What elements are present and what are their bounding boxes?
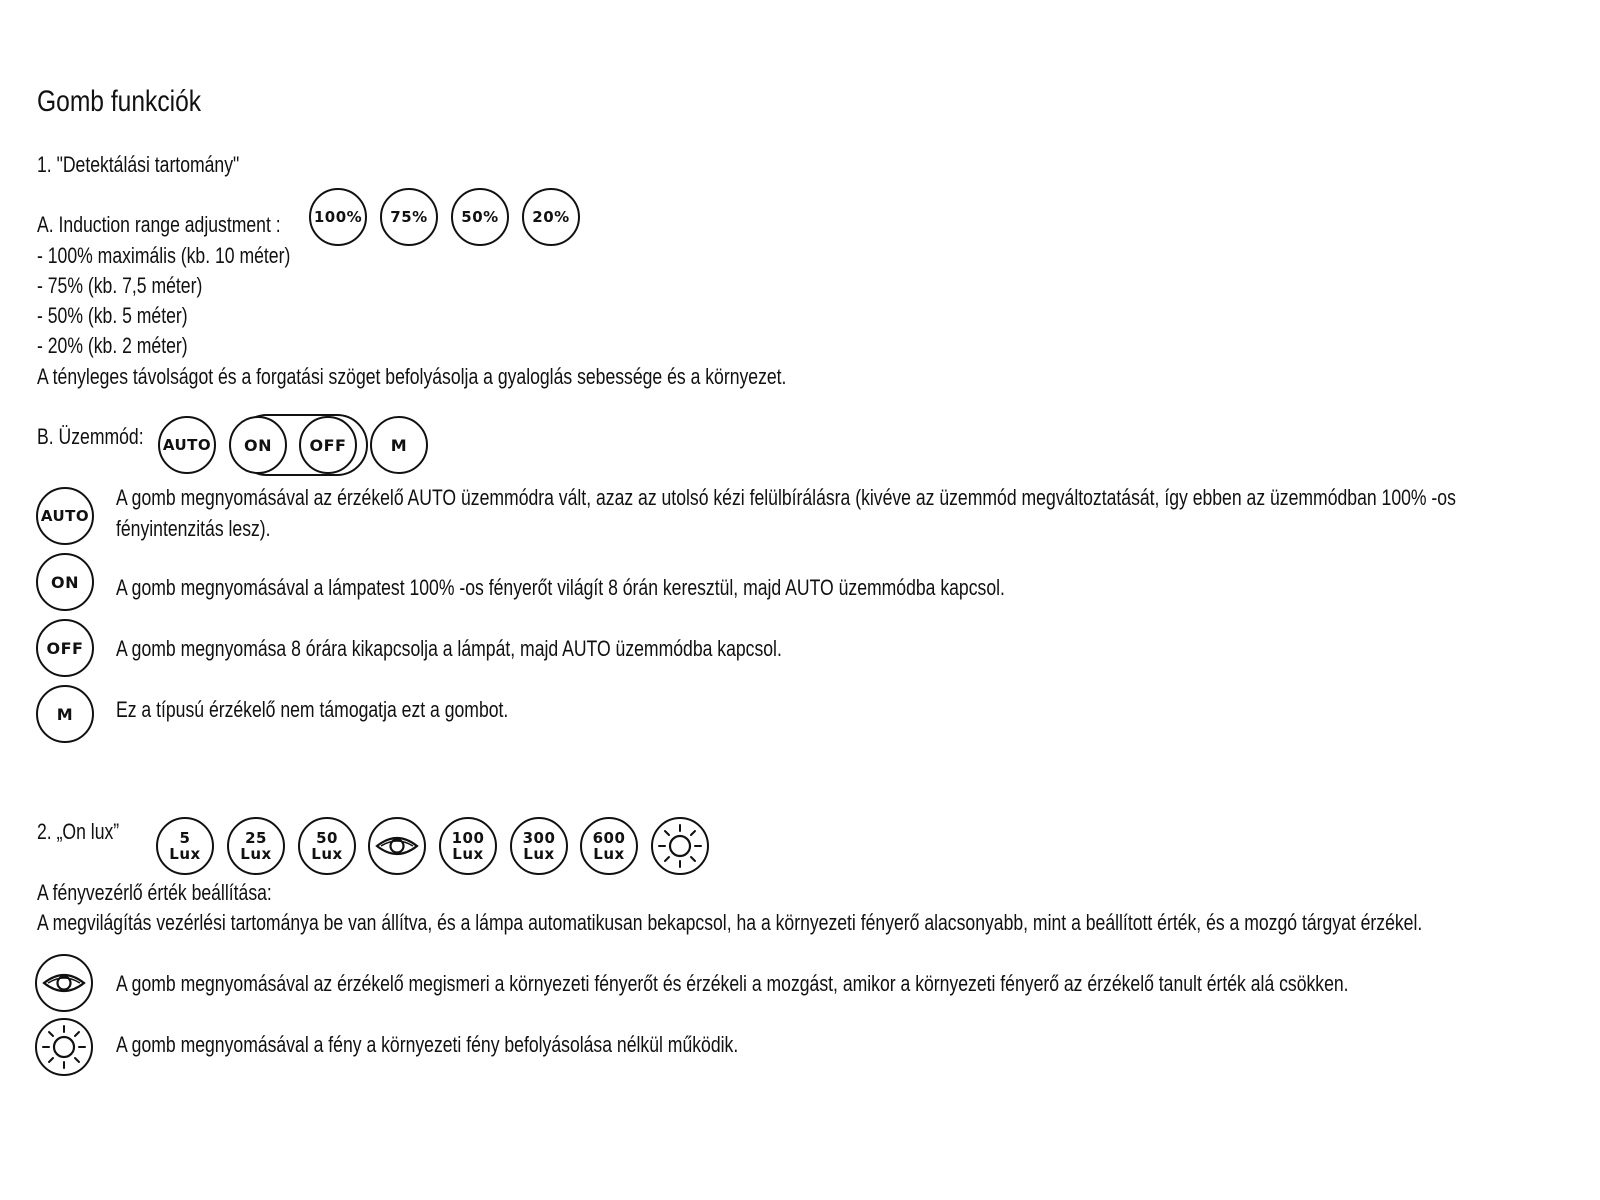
eye-description: A gomb megnyomásával az érzékelő megismeri a környezeti fényerőt és érzékeli a mozgást, amikor a környezeti fényerő az érzékelő tanult érték alá csökken.: [116, 971, 1349, 996]
range-line-100: - 100% maximális (kb. 10 méter): [37, 243, 291, 268]
auto-description: A gomb megnyomásával az érzékelő AUTO üzemmódra vált, azaz az utolsó kézi felülbírálásra (kivéve az üzemmód megváltoztatását, így ebben az üzemmódban 100% -os fényintenzitás lesz).: [116, 485, 1456, 541]
auto-legend-icon: AUTO: [36, 487, 94, 545]
lux-value: 600: [592, 829, 626, 847]
lux-300-button[interactable]: [510, 817, 568, 875]
mode-on-button[interactable]: ON: [229, 416, 287, 474]
sun-legend: [35, 1018, 93, 1076]
mode-off-button[interactable]: OFF: [299, 416, 357, 474]
lux-unit: Lux: [311, 845, 343, 863]
m-description: Ez a típusú érzékelő nem támogatja ezt a gombot.: [116, 697, 509, 722]
mode-m-button[interactable]: M: [370, 416, 428, 474]
lux-value: 5: [179, 829, 191, 847]
section2-heading: 2. „On lux”: [37, 819, 120, 844]
on-legend-icon: ON: [36, 553, 94, 611]
section1-heading: 1. "Detektálási tartomány": [37, 152, 240, 177]
eye-learn-button[interactable]: [368, 817, 426, 875]
eye-legend: [35, 954, 93, 1012]
page-title: Gomb funkciók: [37, 85, 202, 118]
range-20-button[interactable]: 20%: [522, 188, 580, 246]
range-50-button[interactable]: 50%: [451, 188, 509, 246]
range-note: A tényleges távolságot és a forgatási szöget befolyásolja a gyaloglás sebessége és a környezet.: [37, 364, 787, 389]
lux-5-button[interactable]: [156, 817, 214, 875]
sun-icon: [40, 1023, 88, 1071]
range-line-75: - 75% (kb. 7,5 méter): [37, 273, 203, 298]
off-description: A gomb megnyomása 8 órára kikapcsolja a lámpát, majd AUTO üzemmódba kapcsol.: [116, 636, 782, 661]
range-line-20: - 20% (kb. 2 méter): [37, 333, 188, 358]
lux-unit: Lux: [593, 845, 625, 863]
lux-unit: Lux: [240, 845, 272, 863]
lux-25-button[interactable]: [227, 817, 285, 875]
m-legend-icon: M: [36, 685, 94, 743]
section2-subheading: A fényvezérlő érték beállítása:: [37, 880, 272, 905]
lux-50-button[interactable]: [298, 817, 356, 875]
range-line-50: - 50% (kb. 5 méter): [37, 303, 188, 328]
lux-unit: Lux: [452, 845, 484, 863]
lux-value: 50: [316, 829, 338, 847]
lux-600-button[interactable]: [580, 817, 638, 875]
lux-value: 300: [522, 829, 556, 847]
off-legend-icon: OFF: [36, 619, 94, 677]
sun-description: A gomb megnyomásával a fény a környezeti fény befolyásolása nélkül működik.: [116, 1032, 739, 1057]
lux-value: 100: [451, 829, 485, 847]
section2-paragraph: A megvilágítás vezérlési tartománya be van állítva, és a lámpa automatikusan bekapcsol, ha a környezeti fényerő alacsonyabb, mint a beállított érték, és a mozgó tárgyat érzékel.: [37, 910, 1423, 935]
range-100-button[interactable]: 100%: [309, 188, 367, 246]
lux-unit: Lux: [523, 845, 555, 863]
lux-value: 25: [245, 829, 267, 847]
lux-unit: Lux: [169, 845, 201, 863]
range-label: A. Induction range adjustment :: [37, 212, 281, 237]
on-description: A gomb megnyomásával a lámpatest 100% -os fényerőt világít 8 órán keresztül, majd AUTO üzemmódba kapcsol.: [116, 575, 1005, 600]
mode-auto-button[interactable]: AUTO: [158, 416, 216, 474]
range-75-button[interactable]: 75%: [380, 188, 438, 246]
eye-icon: [375, 834, 419, 858]
sun-icon: [656, 822, 704, 870]
mode-label: B. Üzemmód:: [37, 424, 144, 449]
eye-icon: [42, 971, 86, 995]
sun-daylight-button[interactable]: [651, 817, 709, 875]
lux-100-button[interactable]: [439, 817, 497, 875]
